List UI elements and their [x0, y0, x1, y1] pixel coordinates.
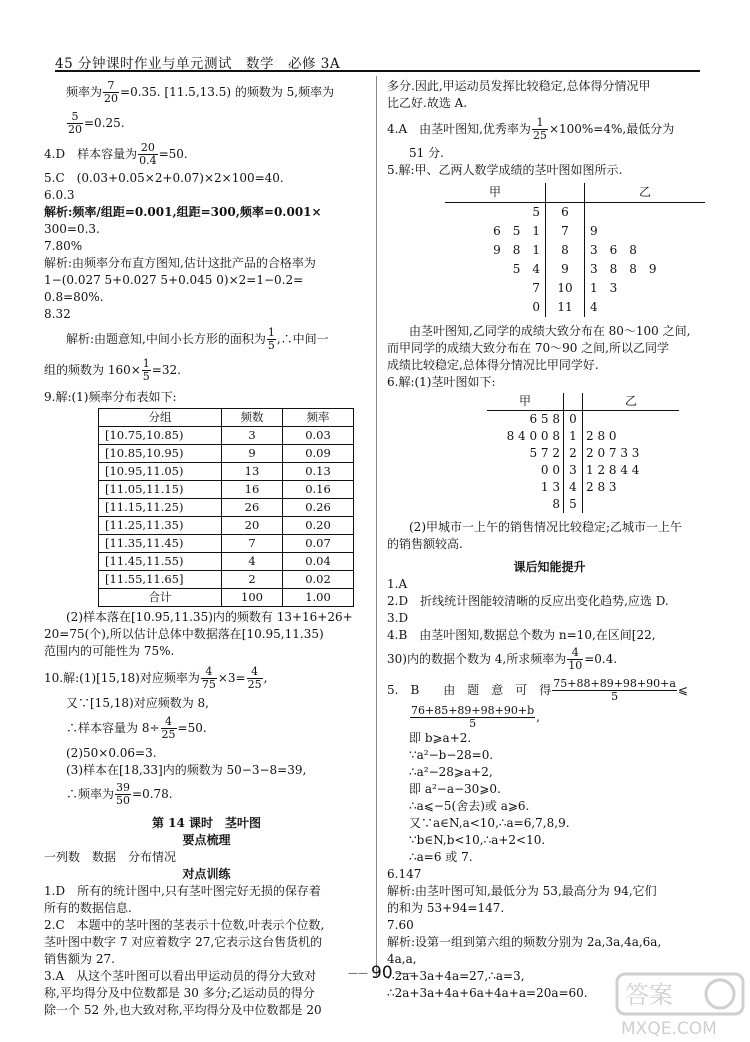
- answer-5: 5.解:甲、乙两人数学成绩的茎叶图如图所示.: [387, 163, 623, 177]
- text-line: ∴a⩽−5(舍去)或 a⩾6.: [409, 799, 530, 813]
- text-line: 频率为 $\frac{7}{20}$ =0.35. [11.5,13.5) 的频数为 5,频率为: [66, 79, 335, 105]
- answer-6: 6.解:(1)茎叶图如下:: [387, 375, 496, 389]
- table-row: [10.75,10.85) 3 0.03: [99, 427, 354, 445]
- text-line: ∴样本容量为 8÷ $\frac{4}{25}$ =50.: [66, 715, 207, 741]
- fraction: $\frac{1}{5}$: [267, 326, 275, 352]
- text-line: 解析:由频率分布直方图知,估计这批产品的合格率为: [44, 256, 316, 270]
- text-line: 3.A 从这个茎叶图可以看出甲运动员的得分大致对: [44, 969, 317, 983]
- page-header: 45 分钟课时作业与单元测试 数学 必修 3A: [55, 56, 341, 72]
- text-line: 即 a²−a−30⩾0.: [409, 782, 501, 796]
- key-points: 一列数 数据 分布情况: [44, 850, 177, 864]
- answer-8: 8.32: [44, 307, 71, 321]
- column-divider: [376, 76, 377, 976]
- text-line: ∵b∈N,b<10,∴a+2<10.: [409, 833, 546, 847]
- answer-9: 9.解:(1)频率分布表如下:: [44, 390, 177, 404]
- table-row: [10.85,10.95) 9 0.09: [99, 445, 354, 463]
- text-line: 而甲同学的成绩大致分布在 70～90 之间,所以乙同学: [387, 341, 669, 355]
- answer-10: 10.解:(1)[15,18)对应频率为 $\frac{4}{75}$ ×3= $\frac{4}{25}$ ,: [44, 665, 268, 691]
- table-row: [11.55,11.65] 2 0.02: [99, 571, 354, 589]
- text-line: $\frac{5}{20}$ =0.25.: [68, 110, 125, 136]
- text-line: (3)样本在[18,33]内的频数为 50−3−8=39,: [66, 763, 307, 777]
- stem-row: 5 7 2 2 2 0 7 3 3: [529, 446, 640, 460]
- table-row: [11.45,11.55) 4 0.04: [99, 553, 354, 571]
- answer-6b: 6.147: [387, 867, 422, 881]
- stem-row: 8 4 0 0 8 1 2 8 0: [506, 429, 617, 443]
- text-line: $\frac{76+85+89+98+90+b}{5}$ ,: [411, 704, 540, 730]
- svg-text:答案: 答案: [625, 981, 673, 1009]
- stem-leaf-plot-1: [445, 183, 705, 317]
- text-line: 销售额为 27.: [44, 952, 115, 966]
- answer-5: 5.C (0.03+0.05×2+0.07)×2×100=40.: [44, 171, 284, 185]
- text-line: (2)甲城市一上午的销售情况比较稳定;乙城市一上午: [409, 520, 683, 534]
- answer-7: 7.80%: [44, 239, 83, 253]
- answer-4: 4.D 样本容量为 $\frac{20}{0.4}$ =50.: [44, 141, 188, 167]
- stem-row: 0 0 3 1 2 8 4 4: [540, 463, 640, 477]
- text-line: 解析:频率/组距=0.001,组距=300,频率=0.001×: [44, 205, 322, 219]
- text-line: 0.8=80%.: [44, 290, 104, 304]
- section-title: 第 14 课时 茎叶图: [151, 816, 262, 830]
- left-column: [44, 78, 369, 1019]
- text-line: 称,平均得分及中位数都是 30 多分;乙运动员的得分: [44, 986, 315, 1000]
- stem-row: 5 6: [445, 203, 705, 223]
- table-total-row: 合计 100 1.00: [99, 589, 354, 607]
- table-row: [11.05,11.15) 16 0.16: [99, 481, 354, 499]
- text-line: 2.C 本题中的茎叶图的茎表示十位数,叶表示个位数,: [44, 918, 325, 932]
- answer-5b: 5. B 由 题 意 可 得 $\frac{75+88+89+98+90+a}{5}$ ⩽: [387, 677, 688, 703]
- stem-row: 9 8 1 8 3 6 8: [445, 241, 705, 260]
- table-row: [11.15,11.25) 26 0.26: [99, 499, 354, 517]
- text-line: ∴a²−28⩾a+2,: [409, 765, 493, 779]
- stem-row: 6 5 8 0: [487, 411, 679, 429]
- text-line: 4a,a,: [387, 952, 417, 966]
- fraction: $\frac{4}{25}$: [247, 665, 262, 691]
- text-line: 解析:设第一组到第六组的频数分别为 2a,3a,4a,6a,: [387, 935, 662, 949]
- stem-row: 5 4 9 3 8 8 9: [445, 260, 705, 279]
- text-line: 又∵a∈N,a<10,∴a=6,7,8,9.: [409, 816, 570, 830]
- table-row: [11.35,11.45) 7 0.07: [99, 535, 354, 553]
- text-line: 1−(0.027 5+0.027 5+0.045 0)×2=1−0.2=: [44, 273, 304, 287]
- answer-4b: 4.B 由茎叶图知,数据总个数为 n=10,在区间[22,: [387, 628, 656, 642]
- fraction: $\frac{39}{50}$: [116, 781, 131, 807]
- text-line: 的和为 53+94=147.: [387, 901, 505, 915]
- table-header-row: 分组 频数 频率: [99, 409, 354, 427]
- fraction: $\frac{75+88+89+98+90+a}{5}$: [553, 677, 676, 703]
- text-line: 30)内的数据个数为 4,所求频率为 $\frac{4}{10}$ =0.4.: [387, 646, 618, 672]
- answer-2: 2.D 折线统计图能较清晰的反应出变化趋势,应选 D.: [387, 594, 669, 608]
- watermark-logo: [615, 970, 745, 1040]
- table-row: [10.95,11.05) 13 0.13: [99, 463, 354, 481]
- text-line: ∴频率为 $\frac{39}{50}$ =0.78.: [66, 781, 173, 807]
- stem-leaf-plot-2: [487, 393, 679, 513]
- text-line: 组的频数为 160× $\frac{1}{5}$ =32.: [44, 357, 181, 383]
- fraction: $\frac{4}{25}$: [161, 715, 176, 741]
- fraction: $\frac{20}{0.4}$: [139, 141, 157, 167]
- text-line: 茎叶图中数字 7 对应着数字 27,它表示这台售货机的: [44, 935, 323, 949]
- stem-header: 甲 乙: [487, 393, 679, 411]
- text-line: 范围内的可能性为 75%.: [44, 644, 175, 658]
- stem-row: 1 3 4 2 8 3: [540, 480, 617, 494]
- text-line: 所有的数据信息.: [44, 901, 132, 915]
- text-line: 由茎叶图知,乙同学的成绩大致分布在 80～100 之间,: [409, 324, 691, 338]
- text-line: 1.D 所有的统计图中,只有茎叶图完好无损的保存着: [44, 884, 321, 898]
- fraction: $\frac{7}{20}$: [104, 79, 119, 105]
- page-number: —— 90 ——: [345, 963, 419, 983]
- text-line: 20=75(个),所以估计总体中数据落在[10.95,11.35): [44, 627, 324, 641]
- text-line: ∴a=6 或 7.: [409, 850, 473, 864]
- stem-header: 甲 乙: [445, 183, 705, 203]
- answer-3: 3.D: [387, 611, 409, 625]
- svg-text:MXQE.COM: MXQE.COM: [621, 1019, 717, 1039]
- text-line: ∴2a+3a+4a+6a+4a+a=20a=60.: [387, 986, 588, 1000]
- frequency-table: [98, 408, 354, 607]
- fraction: $\frac{1}{5}$: [142, 357, 150, 383]
- text-line: 即 b⩾a+2.: [409, 731, 472, 745]
- text-line: 51 分.: [409, 146, 444, 160]
- header-rule: [55, 70, 700, 72]
- answer-7b: 7.60: [387, 918, 414, 932]
- fraction: $\frac{4}{75}$: [201, 665, 216, 691]
- answer-1: 1.A: [387, 577, 408, 591]
- text-line: 又∵[15,18)对应频数为 8,: [66, 696, 209, 710]
- text-line: ∵a²−b−28=0.: [409, 748, 494, 762]
- fraction: $\frac{4}{10}$: [568, 646, 583, 672]
- stem-row: 0 11 4: [445, 298, 705, 317]
- text-line: 解析:由茎叶图可知,最低分为 53,最高分为 94,它们: [387, 884, 657, 898]
- table-row: [11.25,11.35) 20 0.20: [99, 517, 354, 535]
- text-line: ∴2a+3a+4a=27,∴a=3,: [387, 969, 525, 983]
- answer-6: 6.0.3: [44, 188, 75, 202]
- stem-row: 6 5 1 7 9: [445, 222, 705, 241]
- stem-row: 8 5: [487, 496, 679, 513]
- text-line: (2)样本落在[10.95,11.35)内的频数有 13+16+26+: [66, 610, 353, 624]
- text-line: (2)50×0.06=3.: [66, 746, 157, 760]
- subsection-title: 课后知能提升: [513, 560, 586, 574]
- text-line: 除一个 52 外,也大致对称,平均得分及中位数都是 20: [44, 1003, 322, 1017]
- text-line: 成绩比较稳定,总体得分情况比甲同学好.: [387, 358, 599, 372]
- fraction: $\frac{76+85+89+98+90+b}{5}$: [411, 704, 535, 730]
- text-line: 比乙好.故选 A.: [387, 96, 468, 110]
- subsection-title: 对点训练: [182, 867, 231, 881]
- answer-4: 4.A 由茎叶图知,优秀率为 $\frac{1}{25}$ ×100%=4%,最低分为: [387, 116, 675, 142]
- text-line: 的销售额较高.: [387, 537, 463, 551]
- fraction: $\frac{5}{20}$: [68, 110, 82, 136]
- fraction: $\frac{1}{25}$: [532, 116, 547, 142]
- stem-row: 7 10 1 3: [445, 279, 705, 298]
- text-line: 300=0.3.: [44, 222, 100, 236]
- text-line: 解析:由题意知,中间小长方形的面积为 $\frac{1}{5}$ ,∴中间一: [66, 326, 329, 352]
- subsection-title: 要点梳理: [182, 833, 231, 847]
- text-line: 多分.因此,甲运动员发挥比较稳定,总体得分情况甲: [387, 79, 651, 93]
- right-column: [387, 78, 712, 1002]
